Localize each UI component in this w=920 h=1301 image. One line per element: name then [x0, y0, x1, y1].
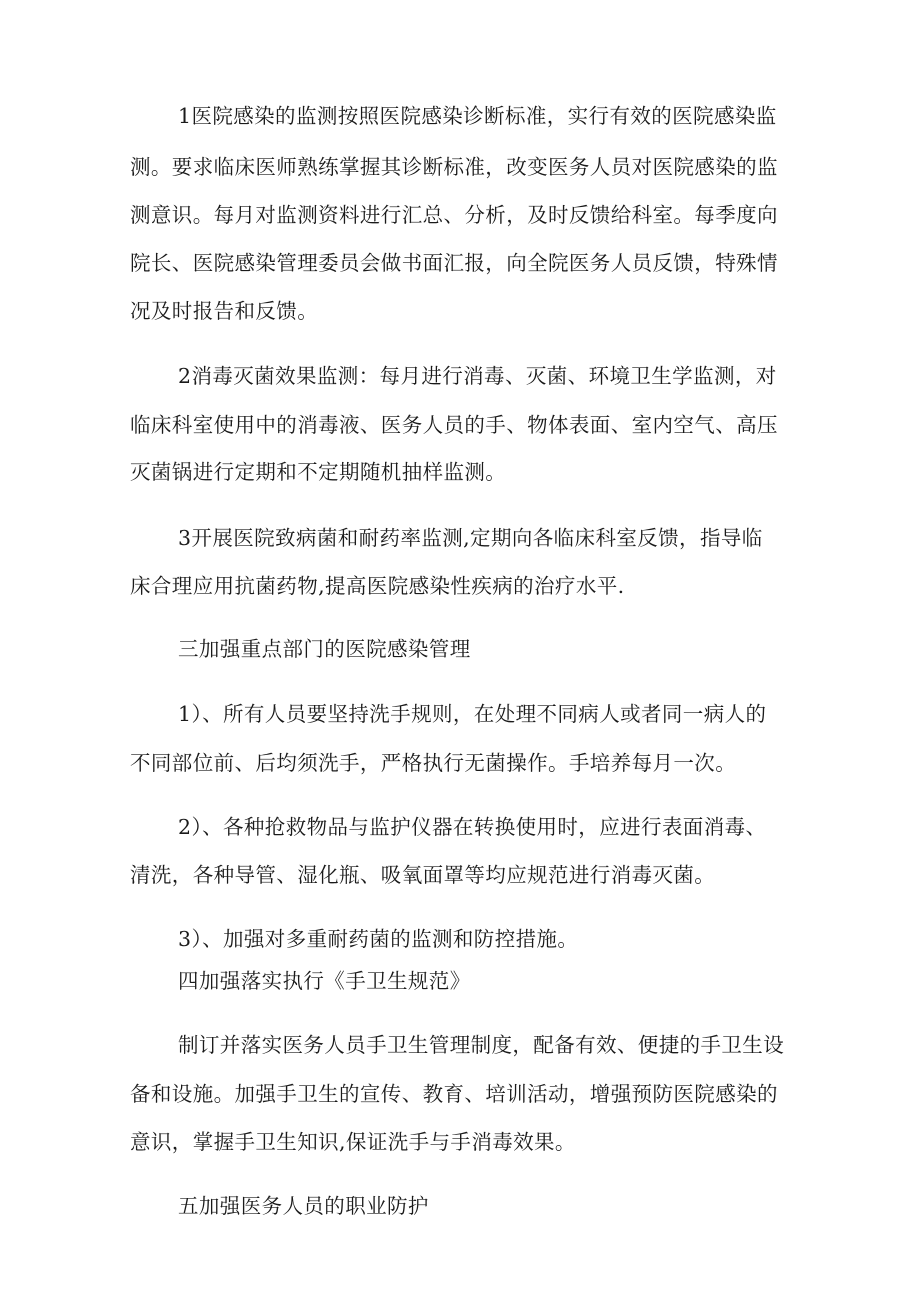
paragraph-disinfection-line-1: 2消毒灭菌效果监测：每月进行消毒、灭菌、环境卫生学监测，对 — [178, 364, 777, 388]
list-item-handwashing-line-2: 不同部位前、后均须洗手，严格执行无菌操作。手培养每月一次。 — [130, 751, 737, 775]
section-heading-key-departments: 三加强重点部门的医院感染管理 — [178, 637, 471, 661]
paragraph-monitoring-line-5: 况及时报告和反馈。 — [130, 299, 319, 323]
paragraph-resistance-line-1: 3开展医院致病菌和耐药率监测,定期向各临床科室反馈，指导临 — [178, 526, 763, 550]
list-item-equipment-line-2: 清洗，各种导管、湿化瓶、吸氧面罩等均应规范进行消毒灭菌。 — [130, 863, 716, 887]
section-heading-hand-hygiene: 四加强落实执行《手卫生规范》 — [178, 969, 471, 993]
list-item-equipment-line-1: 2）、各种抢救物品与监护仪器在转换使用时，应进行表面消毒、 — [178, 815, 767, 839]
paragraph-disinfection-line-2: 临床科室使用中的消毒液、医务人员的手、物体表面、室内空气、高压 — [130, 413, 778, 437]
section-heading-occupational-protection: 五加强医务人员的职业防护 — [178, 1194, 429, 1218]
paragraph-hand-hygiene-line-2: 备和设施。加强手卫生的宣传、教育、培训活动，增强预防医院感染的 — [130, 1082, 778, 1106]
paragraph-resistance-line-2: 床合理应用抗菌药物,提高医院感染性疾病的治疗水平. — [130, 574, 625, 598]
paragraph-disinfection-line-3: 灭菌锅进行定期和不定期随机抽样监测。 — [130, 460, 507, 484]
paragraph-hand-hygiene-line-1: 制订并落实医务人员手卫生管理制度，配备有效、便捷的手卫生设 — [178, 1033, 785, 1057]
paragraph-monitoring-line-1: 1医院感染的监测按照医院感染诊断标准，实行有效的医院感染监 — [178, 104, 777, 128]
paragraph-hand-hygiene-line-3: 意识，掌握手卫生知识,保证洗手与手消毒效果。 — [130, 1130, 576, 1154]
paragraph-monitoring-line-2: 测。要求临床医师熟练掌握其诊断标准，改变医务人员对医院感染的监 — [130, 155, 778, 179]
paragraph-monitoring-line-3: 测意识。每月对监测资料进行汇总、分析，及时反馈给科室。每季度向 — [130, 203, 778, 227]
list-item-handwashing-line-1: 1）、所有人员要坚持洗手规则，在处理不同病人或者同一病人的 — [178, 702, 767, 726]
paragraph-monitoring-line-4: 院长、医院感染管理委员会做书面汇报，向全院医务人员反馈，特殊情 — [130, 251, 778, 275]
list-item-mdro-line-1: 3）、加强对多重耐药菌的监测和防控措施。 — [178, 927, 579, 951]
